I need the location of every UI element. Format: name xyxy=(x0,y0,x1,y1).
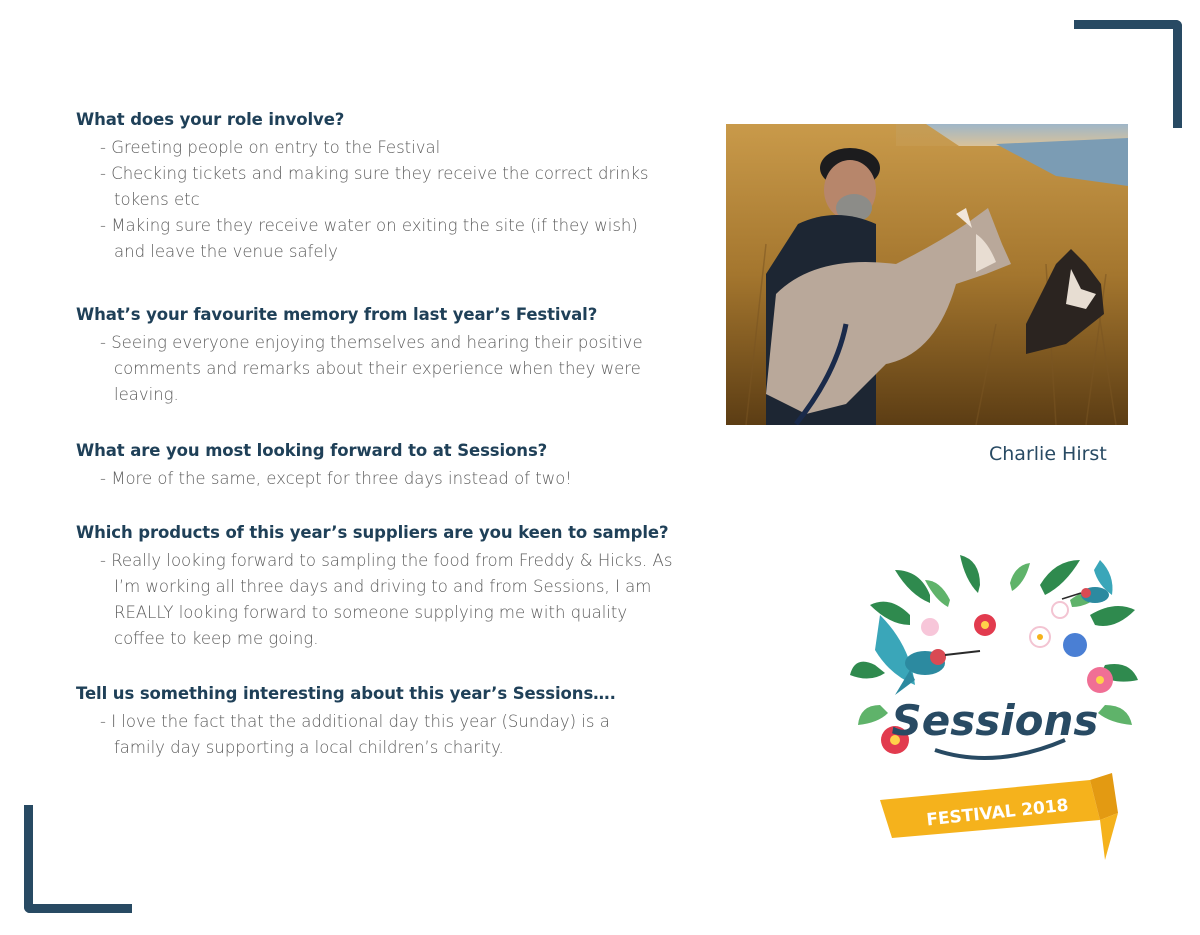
logo-banner-text: FESTIVAL 2018 xyxy=(925,795,1070,831)
answer-list xyxy=(76,709,716,761)
question-heading: What are you most looking forward to at Sessions? xyxy=(76,441,548,460)
answer-item: - More of the same, except for three days instead of two! xyxy=(76,466,716,492)
question-heading: Tell us something interesting about this year’s Sessions…. xyxy=(76,684,616,703)
answer-item: - I love the fact that the additional day this year (Sunday) is a family day supporting a local children’s charity. xyxy=(76,709,654,761)
answer-list xyxy=(76,548,716,652)
corner-frame-bottom-left xyxy=(24,805,132,913)
qa-section-interesting xyxy=(76,684,716,761)
profile-photo xyxy=(726,124,1128,425)
qa-section-memory xyxy=(76,305,716,408)
answer-item: - Really looking forward to sampling the food from Freddy & Hicks. As I’m working all three days and driving to and from Sessions, I am REALLY looking forward to someone supplying me with quality coffee to keep me going. xyxy=(76,548,674,652)
answer-item: - Checking tickets and making sure they receive the correct drinks tokens etc xyxy=(76,161,674,213)
sessions-festival-logo xyxy=(850,555,1140,865)
question-heading: What’s your favourite memory from last year’s Festival? xyxy=(76,305,598,324)
answer-list xyxy=(76,466,716,492)
answer-list xyxy=(76,330,716,408)
answer-list xyxy=(76,135,716,265)
question-heading: Which products of this year’s suppliers are you keen to sample? xyxy=(76,523,669,542)
question-heading: What does your role involve? xyxy=(76,110,345,129)
qa-section-looking-forward xyxy=(76,441,716,492)
answer-item: - Greeting people on entry to the Festival xyxy=(76,135,716,161)
qa-section-role xyxy=(76,110,716,265)
logo-title: Sessions xyxy=(891,696,1099,745)
answer-item: - Seeing everyone enjoying themselves and hearing their positive comments and remarks about their experience when they were leaving. xyxy=(76,330,674,408)
photo-caption: Charlie Hirst xyxy=(989,443,1107,465)
answer-item: - Making sure they receive water on exiting the site (if they wish) and leave the venue safely xyxy=(76,213,674,265)
qa-section-products xyxy=(76,523,716,652)
corner-frame-top-right xyxy=(1074,20,1182,128)
